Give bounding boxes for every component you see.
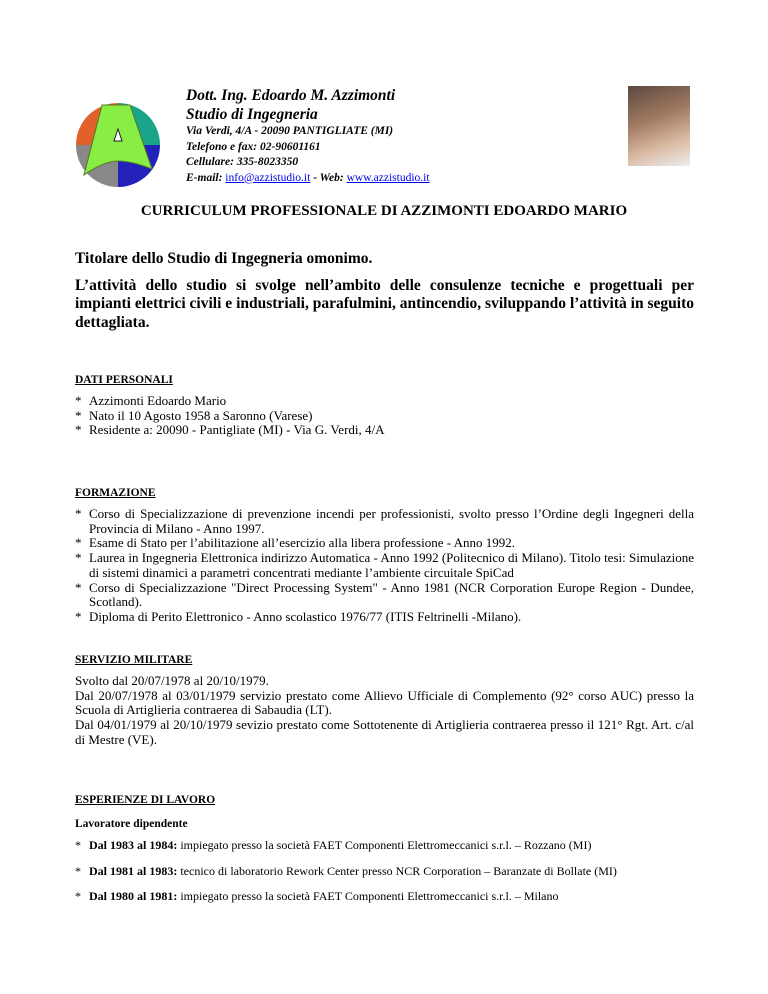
paragraph: Svolto dal 20/07/1978 al 20/10/1979. [75,673,269,688]
email-link[interactable]: info@azzistudio.it [225,171,311,184]
list-item: * Esame di Stato per l’abilitazione all’esercizio alla libera professione - Anno 1992. [75,535,515,551]
intro [75,250,694,332]
list-item: * Laurea in Ingegneria Elettronica indirizzo Automatica - Anno 1992 (Politecnico di Milano). Titolo tesi: Simulazione di sistemi dinamici a parametri concentrati mediante l’ambiente circuitale SpiCad [75,550,694,580]
contacts [186,171,430,187]
list-item: * Nato il 10 Agosto 1958 a Saronno (Varese) [75,407,313,423]
web-label: - Web: [310,171,344,184]
section-formazione [75,487,694,625]
intro-title: Titolare dello Studio di Ingegneria omonimo. [75,250,373,267]
list-item: * Diploma di Perito Elettronico - Anno scolastico 1976/77 (ITIS Feltrinelli -Milano). [75,608,522,624]
email-label: E-mail: [186,171,223,184]
job-item: * Dal 1981 al 1983: tecnico di laboratorio Rework Center presso NCR Corporation – Baranzate di Bollate (MI) [75,863,617,878]
page-title: CURRICULUM PROFESSIONALE DI AZZIMONTI EDOARDO MARIO [140,203,628,219]
list-item: * Residente a: 20090 - Pantigliate (MI) - Via G. Verdi, 4/A [75,422,385,438]
phone: Telefono e fax: 02-90601161 [186,140,321,153]
job-item: * Dal 1983 al 1984: impiegato presso la società FAET Componenti Elettromeccanici s.r.l. – Rozzano (MI) [75,838,592,852]
letterhead [186,86,430,186]
section-servizio-militare [75,654,694,748]
section-heading: SERVIZIO MILITARE [75,654,193,666]
list-item: * Corso di Specializzazione "Direct Processing System" - Anno 1981 (NCR Corporation Europe Region - Dundee, Scotland). [75,579,694,610]
section-heading: DATI PERSONALI [75,374,173,386]
section-esperienze [75,794,694,915]
author-name: Dott. Ing. Edoardo M. Azzimonti [186,87,396,104]
section-heading: ESPERIENZE DI LAVORO [75,794,216,806]
paragraph: Dal 04/01/1979 al 20/10/1979 sevizio prestato come Sottotenente di Artiglieria contraerea presso il 121° Rgt. Art. c/al di Mestre (VE). [75,717,694,747]
mobile: Cellulare: 335-8023350 [186,156,299,168]
section-dati-personali [75,374,694,438]
list-item: * Azzimonti Edoardo Mario [75,393,227,408]
profile-photo [628,86,690,166]
list-item: * Corso di Specializzazione di prevenzione incendi per professionisti, svolto presso l’Ordine degli Ingegneri della Provincia di Milano - Anno 1997. [75,506,694,536]
section-heading: FORMAZIONE [75,487,156,499]
studio-name: Studio di Ingegneria [186,106,318,123]
studio-logo [72,99,164,191]
paragraph: Dal 20/07/1978 al 03/01/1979 servizio prestato come Allievo Ufficiale di Complemento (92° corso AUC) presso la Scuola di Artiglieria contraerea di Sabaudia (LT). [75,687,694,718]
job-item: * Dal 1980 al 1981: impiegato presso la società FAET Componenti Elettromeccanici s.r.l. – Milano [75,889,559,904]
intro-text: L’attività dello studio si svolge nell’ambito delle consulenze tecniche e progettuali per impianti elettrici civili e industriali, parafulmini, antincendio, sviluppando l’attività in seguito dettagliata. [75,276,694,331]
address: Via Verdi, 4/A - 20090 PANTIGLIATE (MI) [186,125,394,137]
subheading: Lavoratore dipendente [75,818,188,830]
web-link[interactable]: www.azzistudio.it [346,171,430,184]
